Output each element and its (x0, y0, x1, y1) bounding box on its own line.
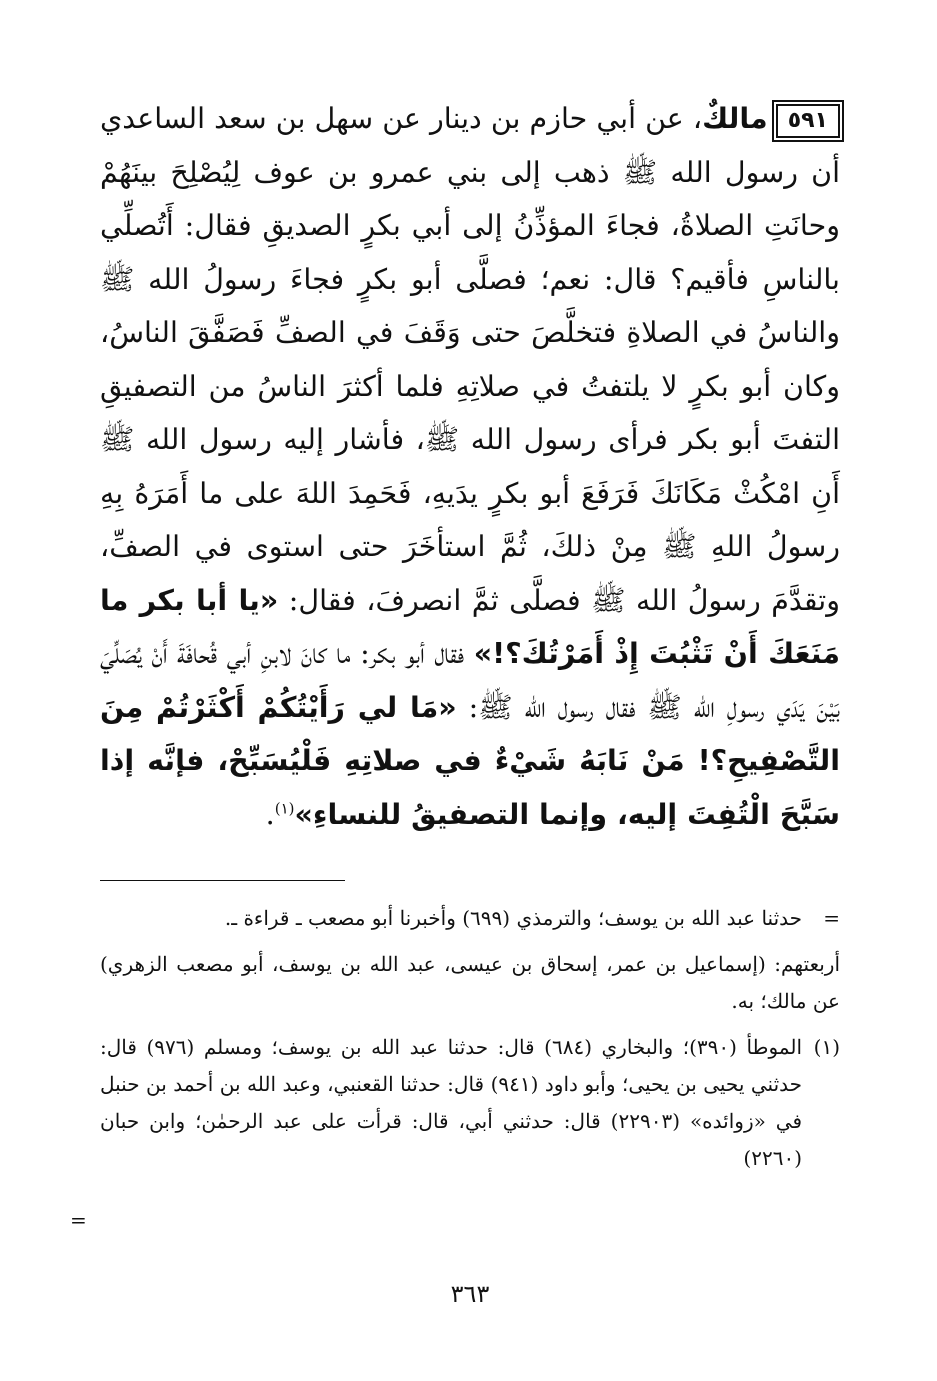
continuation-marker: = (823, 906, 840, 930)
footnote-reference: (١) (274, 799, 295, 817)
continuation-marker: = (70, 1208, 87, 1232)
footnote-marker: (١) (813, 1035, 840, 1059)
prophet-quote: «يا أبا بكر ما مَنَعَكَ أَنْ تَثْبُتَ إِذْ أَمَرْتُكَ؟!» (100, 583, 840, 670)
hadith-text-segment: فقال أبو بكر: ما كانَ لابنِ أبي قُحافَةَ أَنْ يُصَلِّيَ بَيْنَ يَدَي رسولِ الله ﷺ فقال رسول الله ﷺ: (100, 637, 841, 724)
hadith-number-badge: ٥٩١ (776, 104, 840, 138)
footnote-text: حدثنا عبد الله بن يوسف؛ والترمذي (٦٩٩) وأخبرنا أبو مصعب ـ قراءة ـ. (224, 906, 802, 930)
hadith-text-segment: ، عن أبي حازم بن دينار عن سهل بن سعد الساعدي أن رسول الله ﷺ ذهب إلى بني عمرو بن عوف لِيُصْلِحَ بينَهُمْ وحانَتِ الصلاةُ، فجاءَ المؤذِّنُ إلى أبي بكرٍ الصديقِ فقال: أَتُصلِّي بالناسِ فأقيم؟ قال: نعم؛ فصلَّى أبو بكرٍ فجاءَ رسولُ الله ﷺ والناسُ في الصلاةِ فتخلَّصَ حتى وَقَفَ في الصفِّ فَصَفَّقَ الناسُ، وكان أبو بكرٍ لا يلتفتُ في صلاتِهِ فلما أكثرَ الناسُ من التصفيقِ التفتَ أبو بكر فرأى رسول الله ﷺ، فأشار إليه رسول الله ﷺ أَنِ امْكُثْ مَكَانَكَ فَرَفَعَ أبو بكرٍ يدَيهِ، فَحَمِدَ اللهَ على ما أَمَرَهُ بِهِ رسولُ اللهِ ﷺ مِنْ ذلكَ، ثُمَّ استأخَرَ حتى استوى في الصفِّ، وتقدَّمَ رسولُ الله ﷺ فصلَّى ثمَّ انصرفَ، فقال: (100, 102, 840, 617)
footnotes-section (70, 900, 840, 1232)
footnote-divider (100, 880, 345, 881)
footnote-text: أربعتهم: (إسماعيل بن عمر، إسحاق بن عيسى، عبد الله بن يوسف، أبو مصعب الزهري) عن مالك؛ به. (100, 952, 840, 1013)
hadith-body (100, 92, 840, 841)
page-number: ٣٦٣ (450, 1280, 490, 1308)
book-page (70, 92, 841, 1332)
hadith-narrator: مالكٌ (702, 102, 768, 135)
footnote-1 (100, 1029, 840, 1177)
prophet-quote: «مَا لي رَأَيْتُكُمْ أَكْثَرْتُمْ مِنَ التَّصْفِيحِ؟! مَنْ نَابَهُ شَيْءٌ في صلاتِهِ فَلْيُسَبِّحْ، فإنَّه إذا سَبَّحَ الْتُفِتَ إليه، وإنما التصفيقُ للنساءِ» (100, 690, 840, 831)
footnote-text: الموطأ (٣٩٠)؛ والبخاري (٦٨٤) قال: حدثنا عبد الله بن يوسف؛ ومسلم (٩٧٦) قال: حدثني يحيى بن يحيى؛ وأبو داود (٩٤١) قال: حدثنا القعنبي، وعبد الله بن أحمد بن حنبل في «زوائده» (٢٢٩٠٣) قال: حدثني أبي، قال: قرأت على عبد الرحمٰن؛ وابن حبان (٢٢٦٠) (100, 1035, 803, 1170)
hadith-text-segment: . (265, 797, 275, 831)
footnote-continuation (100, 900, 840, 937)
hadith-paragraph (100, 92, 840, 841)
